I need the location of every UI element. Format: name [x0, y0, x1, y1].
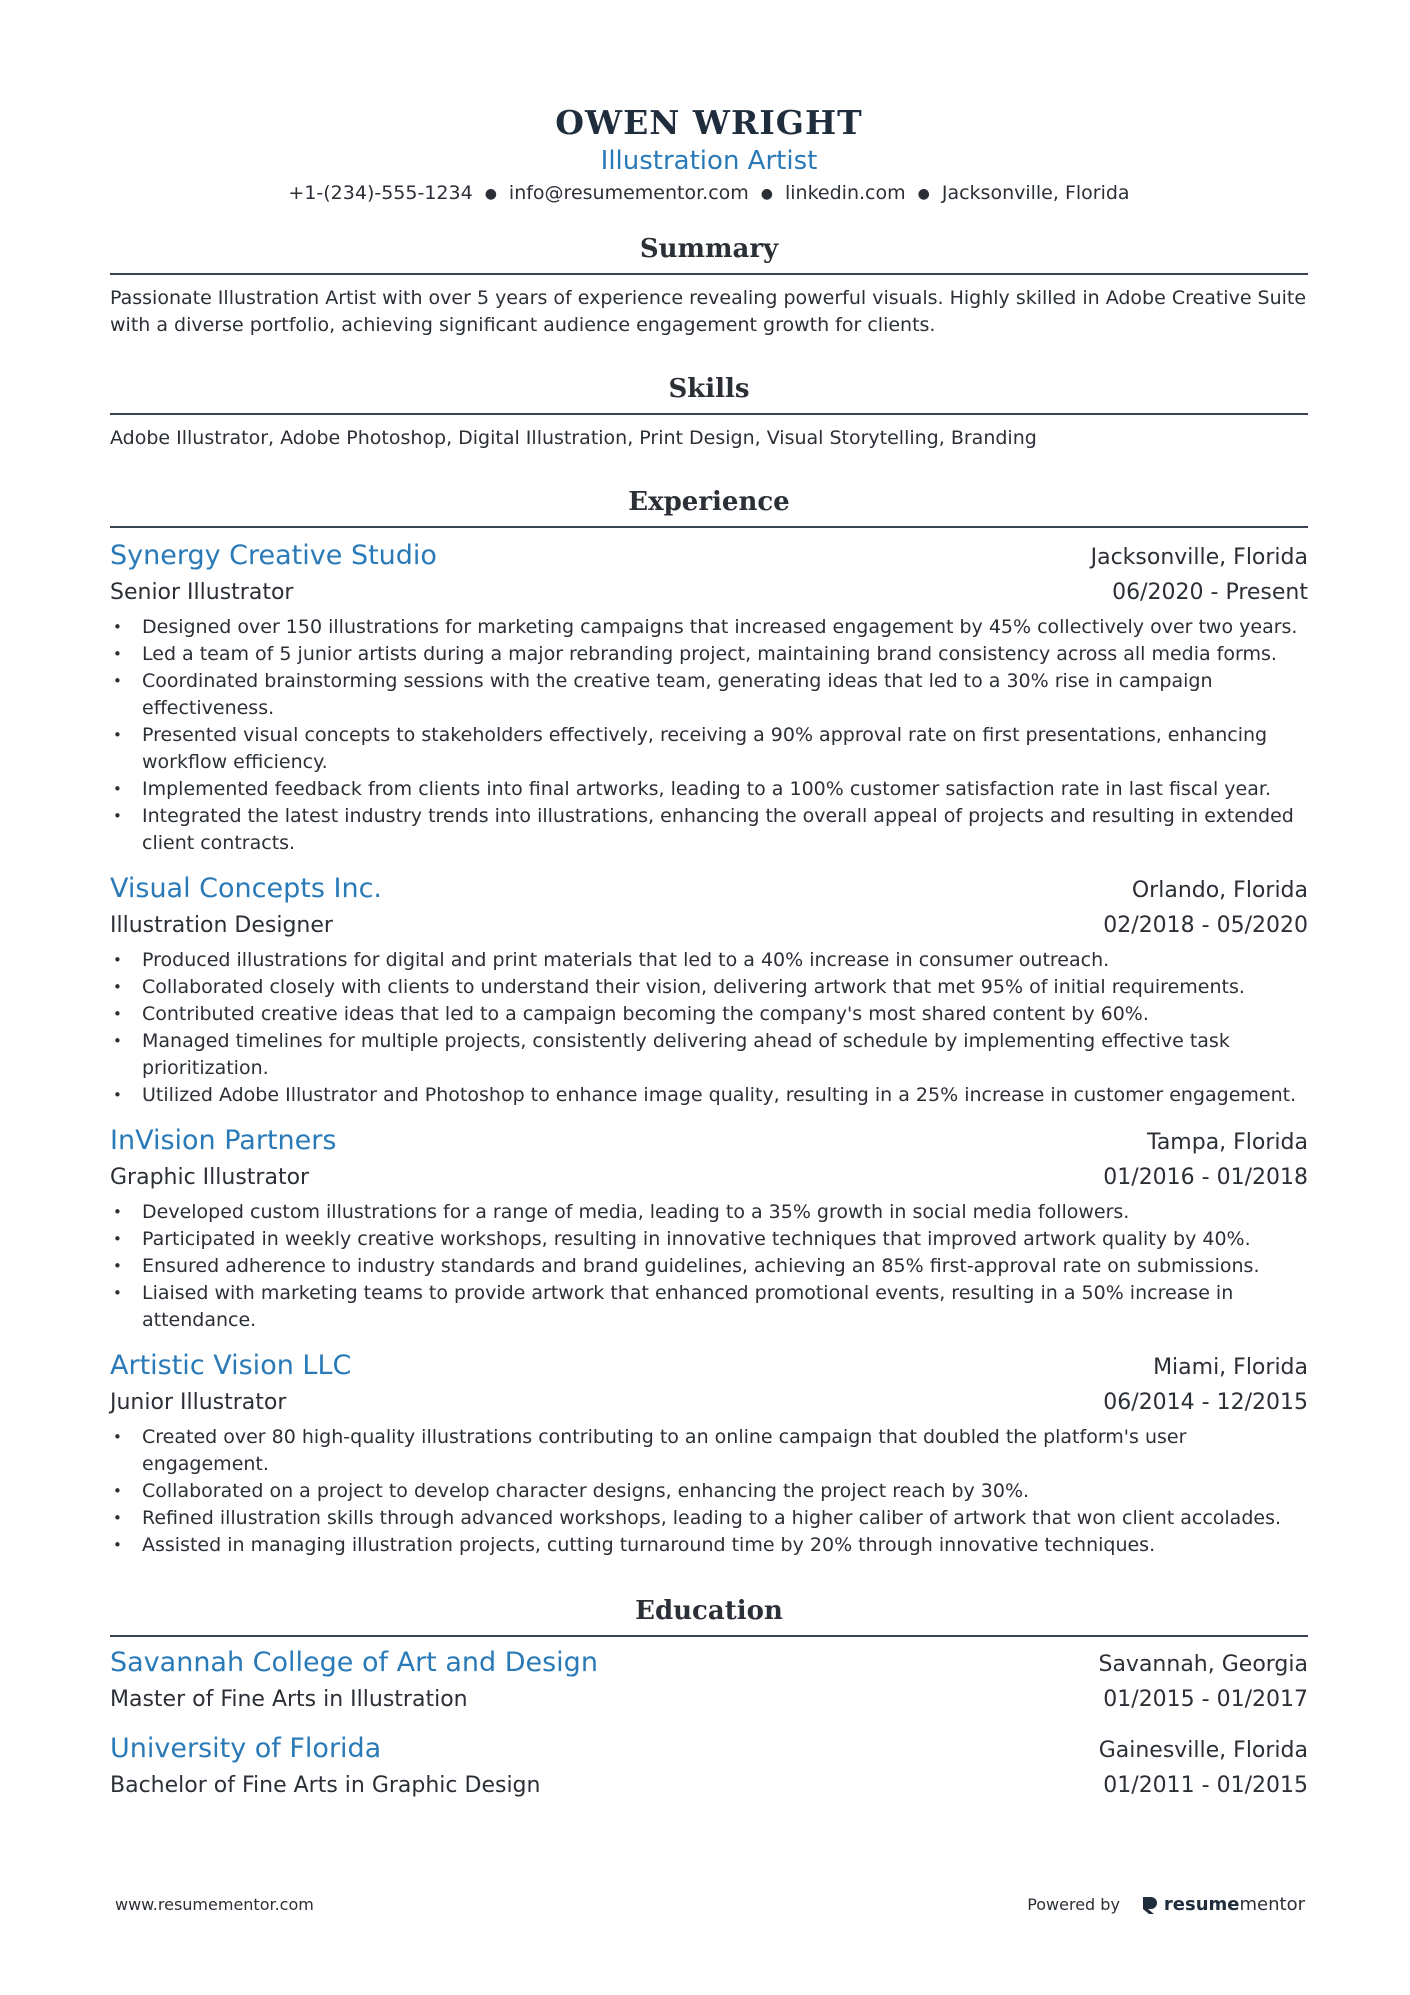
- section-heading-education: Education: [110, 1593, 1308, 1637]
- job-dates: 01/2016 - 01/2018: [1103, 1164, 1308, 1190]
- candidate-title: Illustration Artist: [600, 146, 818, 176]
- job-company: Synergy Creative Studio: [110, 539, 437, 571]
- job-entry: [110, 1348, 1308, 1559]
- contact-linkedin[interactable]: linkedin.com: [785, 182, 906, 204]
- bullet-item: • Integrated the latest industry trends into illustrations, enhancing the overall appeal of projects and resulting in extended client contracts.: [110, 803, 1308, 857]
- resume-page: [110, 100, 1308, 1803]
- bullet-item: • Collaborated closely with clients to understand their vision, delivering artwork that met 95% of initial requirements.: [110, 974, 1308, 1001]
- skills-section: [110, 371, 1308, 452]
- resumementor-logo-icon: [1140, 1895, 1158, 1915]
- contact-email[interactable]: info@resumementor.com: [508, 182, 749, 204]
- job-company: Artistic Vision LLC: [110, 1349, 352, 1381]
- job-dates: 02/2018 - 05/2020: [1103, 912, 1308, 938]
- section-heading-experience: Experience: [110, 484, 1308, 528]
- bullet-item: • Participated in weekly creative workshops, resulting in innovative techniques that improved artwork quality by 40%.: [110, 1226, 1308, 1253]
- job-role: Junior Illustrator: [110, 1389, 287, 1415]
- school-name: Savannah College of Art and Design: [110, 1646, 598, 1678]
- bullet-item: • Led a team of 5 junior artists during a major rebranding project, maintaining brand consistency across all media forms.: [110, 641, 1308, 668]
- job-bullets: [110, 947, 1308, 1109]
- contact-line: [110, 178, 1308, 209]
- job-location: Miami, Florida: [1153, 1354, 1308, 1380]
- bullet-item: • Collaborated on a project to develop character designs, enhancing the project reach by 30%.: [110, 1478, 1308, 1505]
- brand-rest: mentor: [1239, 1894, 1305, 1915]
- job-role: Graphic Illustrator: [110, 1164, 310, 1190]
- skills-text: Adobe Illustrator, Adobe Photoshop, Digital Illustration, Print Design, Visual Storytelling, Branding: [110, 426, 1037, 449]
- job-bullets: [110, 1424, 1308, 1559]
- bullet-item: • Refined illustration skills through advanced workshops, leading to a higher caliber of artwork that won client accolades.: [110, 1505, 1308, 1532]
- contact-phone: +1-(234)-555-1234: [288, 182, 473, 204]
- bullet-item: • Contributed creative ideas that led to a campaign becoming the company's most shared content by 60%.: [110, 1001, 1308, 1028]
- job-location: Orlando, Florida: [1131, 877, 1308, 903]
- job-entry: [110, 538, 1308, 857]
- bullet-item: • Presented visual concepts to stakeholders effectively, receiving a 90% approval rate on first presentations, enhancing workflow efficiency.: [110, 722, 1308, 776]
- bullet-item: • Developed custom illustrations for a range of media, leading to a 35% growth in social media followers.: [110, 1199, 1308, 1226]
- bullet-item: • Utilized Adobe Illustrator and Photoshop to enhance image quality, resulting in a 25% increase in customer engagement.: [110, 1082, 1308, 1109]
- bullet-item: • Created over 80 high-quality illustrations contributing to an online campaign that doubled the platform's user engagement.: [110, 1424, 1308, 1478]
- powered-by-label: Powered by: [1027, 1895, 1120, 1914]
- job-company: Visual Concepts Inc.: [110, 872, 383, 904]
- degree: Master of Fine Arts in Illustration: [110, 1686, 468, 1712]
- job-location: Tampa, Florida: [1147, 1129, 1308, 1155]
- section-heading-skills: Skills: [110, 371, 1308, 415]
- bullet-item: • Implemented feedback from clients into final artworks, leading to a 100% customer satisfaction rate in last fiscal year.: [110, 776, 1308, 803]
- bullet-item: • Designed over 150 illustrations for marketing campaigns that increased engagement by 45% collectively over two years.: [110, 614, 1308, 641]
- job-bullets: [110, 1199, 1308, 1334]
- bullet-item: • Ensured adherence to industry standards and brand guidelines, achieving an 85% first-approval rate on submissions.: [110, 1253, 1308, 1280]
- page-footer: [115, 1894, 1305, 1915]
- job-location: Jacksonville, Florida: [1090, 544, 1308, 570]
- bullet-item: • Produced illustrations for digital and print materials that led to a 40% increase in consumer outreach.: [110, 947, 1308, 974]
- job-role: Illustration Designer: [110, 912, 333, 938]
- bullet-item: • Coordinated brainstorming sessions with the creative team, generating ideas that led to a 30% rise in campaign effectiveness.: [110, 668, 1308, 722]
- separator-dot: ●: [760, 185, 773, 202]
- job-company: InVision Partners: [110, 1124, 337, 1156]
- experience-section: [110, 484, 1308, 1559]
- education-dates: 01/2015 - 01/2017: [1103, 1686, 1308, 1712]
- bullet-item: • Managed timelines for multiple projects, consistently delivering ahead of schedule by implementing effective task prioritization.: [110, 1028, 1308, 1082]
- footer-website[interactable]: www.resumementor.com: [115, 1895, 314, 1914]
- job-dates: 06/2020 - Present: [1112, 579, 1308, 605]
- degree: Bachelor of Fine Arts in Graphic Design: [110, 1772, 541, 1798]
- school-location: Savannah, Georgia: [1098, 1651, 1308, 1677]
- school-name: University of Florida: [110, 1732, 382, 1764]
- section-heading-summary: Summary: [110, 231, 1308, 275]
- powered-by: [1027, 1894, 1305, 1915]
- education-entry: [110, 1731, 1308, 1803]
- job-entry: [110, 871, 1308, 1109]
- school-location: Gainesville, Florida: [1098, 1737, 1308, 1763]
- brand-logo[interactable]: [1140, 1894, 1305, 1915]
- contact-location: Jacksonville, Florida: [941, 182, 1130, 204]
- job-bullets: [110, 614, 1308, 857]
- separator-dot: ●: [917, 185, 930, 202]
- bullet-item: • Assisted in managing illustration projects, cutting turnaround time by 20% through innovative techniques.: [110, 1532, 1308, 1559]
- education-section: [110, 1593, 1308, 1803]
- separator-dot: ●: [484, 185, 497, 202]
- job-role: Senior Illustrator: [110, 579, 294, 605]
- candidate-name: OWEN WRIGHT: [555, 103, 863, 142]
- job-entry: [110, 1123, 1308, 1334]
- summary-text: Passionate Illustration Artist with over 5 years of experience revealing powerful visuals. Highly skilled in Adobe Creative Suite with a diverse portfolio, achieving significant audience engagement growth for clients.: [110, 286, 1307, 336]
- education-entry: [110, 1645, 1308, 1717]
- job-dates: 06/2014 - 12/2015: [1103, 1389, 1308, 1415]
- bullet-item: • Liaised with marketing teams to provide artwork that enhanced promotional events, resulting in a 50% increase in attendance.: [110, 1280, 1308, 1334]
- brand-bold: resume: [1163, 1894, 1240, 1915]
- education-dates: 01/2011 - 01/2015: [1103, 1772, 1308, 1798]
- summary-section: [110, 231, 1308, 339]
